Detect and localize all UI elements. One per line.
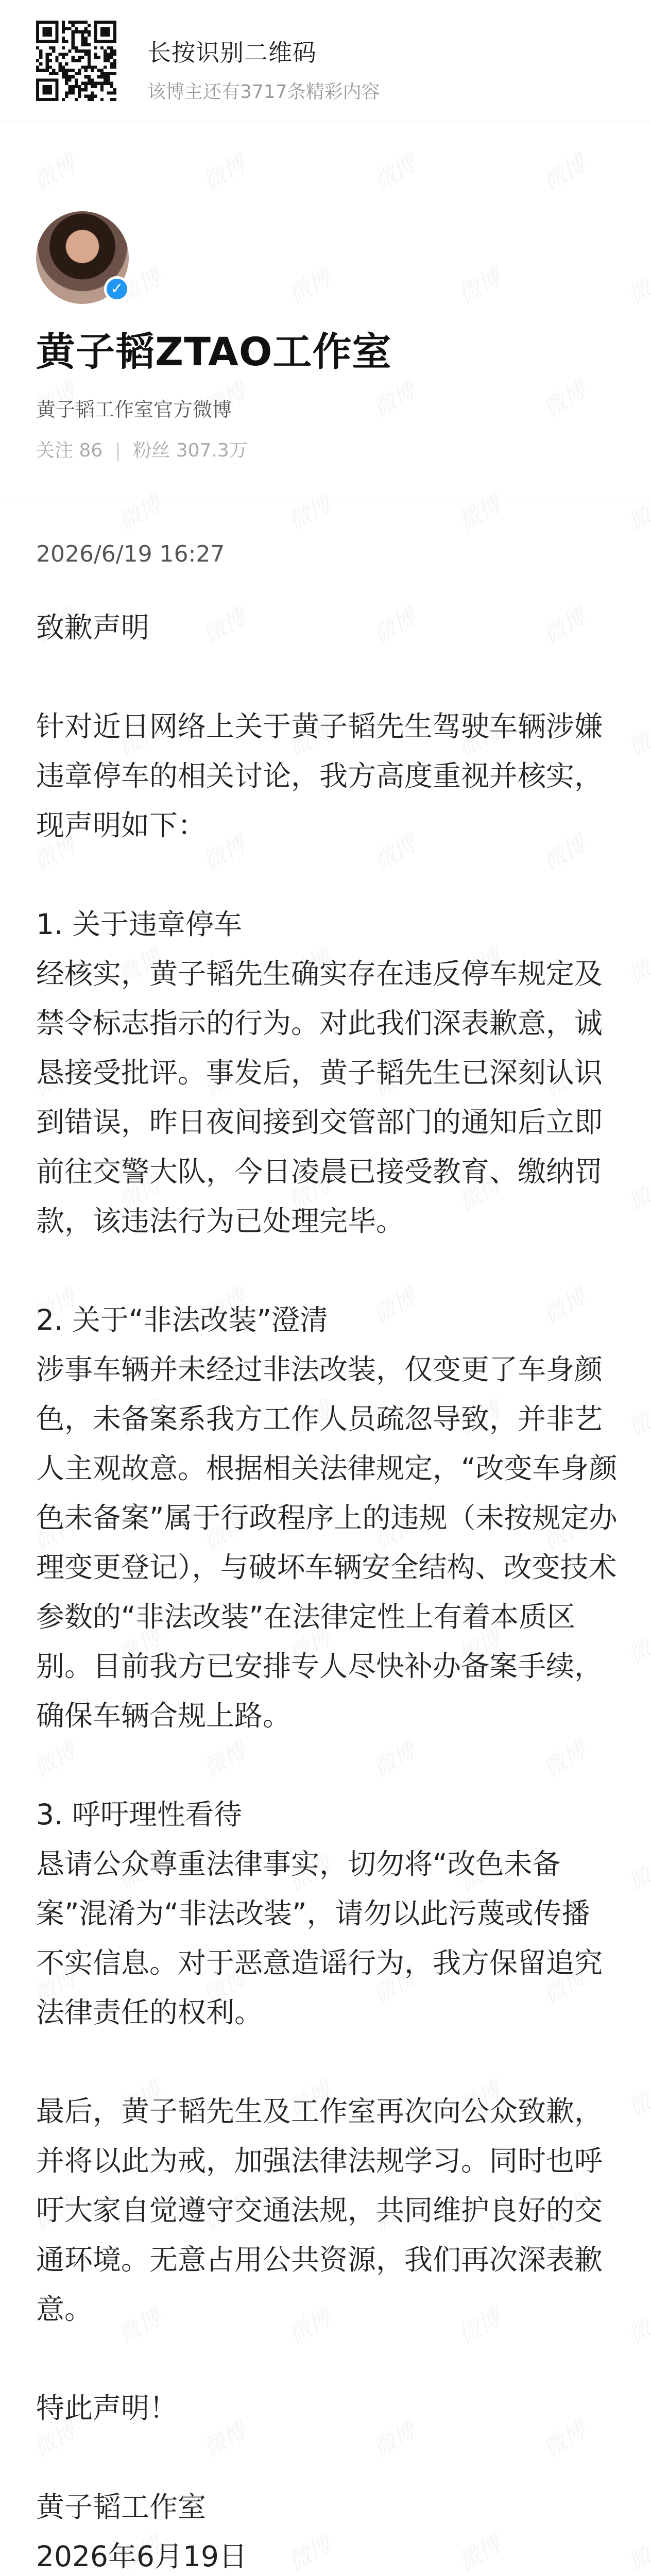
profile-bio: 黄子韬工作室官方微博 xyxy=(36,398,232,421)
post-section-heading: 3. 呼吁理性看待 xyxy=(36,1798,242,1831)
watermark-text xyxy=(26,145,81,196)
post-heading: 致歉声明 xyxy=(36,611,150,644)
watermark-text xyxy=(281,259,336,310)
qr-banner-subtitle: 该博主还有3717条精彩内容 xyxy=(147,81,380,103)
watermark-text xyxy=(621,485,651,536)
watermark-text xyxy=(621,2072,651,2123)
post-section-heading: 1. 关于违章停车 xyxy=(36,908,242,941)
watermark-text xyxy=(621,1392,651,1443)
stats-separator: | xyxy=(114,440,121,461)
profile-name[interactable]: 黄子韬ZTAO工作室 xyxy=(36,329,392,375)
qr-banner-title: 长按识别二维码 xyxy=(147,39,317,66)
verified-badge-icon: ✓ xyxy=(104,276,130,302)
watermark-text xyxy=(621,939,651,990)
watermark-text xyxy=(281,485,336,536)
post-date: 2026/6/19 16:27 xyxy=(36,541,225,567)
watermark-text xyxy=(451,485,506,536)
watermark-text xyxy=(366,372,421,423)
watermark-text xyxy=(621,712,651,763)
post-paragraph: 涉事车辆并未经过非法改装，仅变更了车身颜色，未备案系我方工作人员疏忽导致，并非艺人主观故意。根据相关法律规定，“改变车身颜色未备案”属于行政程序上的违规（未按规定办理变更登记），与破坏车辆安全结构、改变技术参数的“非法改装”在法律定性上有着本质区别。目前我方已安排专人尽快补办备案手续，确保车辆合规上路。 xyxy=(36,1353,618,1732)
watermark-text xyxy=(621,1845,651,1896)
qr-code-icon[interactable] xyxy=(36,21,116,101)
watermark-text xyxy=(196,145,251,196)
post-paragraph: 经核实，黄子韬先生确实存在违反停车规定及禁令标志指示的行为。对此我们深表歉意，诚恳接受批评。事发后，黄子韬先生已深刻认识到错误，昨日夜间接到交管部门的通知后立即前往交警大队，今日凌晨已接受教育、缴纳罚款，该违法行为已处理完毕。 xyxy=(36,957,603,1238)
following-count[interactable]: 关注 86 xyxy=(36,440,103,461)
watermark-text xyxy=(621,2526,651,2576)
watermark-text xyxy=(366,145,421,196)
watermark-text xyxy=(621,2299,651,2350)
post-body xyxy=(36,603,618,2576)
post-paragraph: 针对近日网络上关于黄子韬先生驾驶车辆涉嫌违章停车的相关讨论，我方高度重视并核实，现声明如下： xyxy=(36,710,603,842)
watermark-text xyxy=(111,485,166,536)
post-paragraph: 特此声明！ xyxy=(36,2392,178,2425)
post-signature-date: 2026年6月19日 xyxy=(36,2540,247,2573)
watermark-text xyxy=(451,259,506,310)
watermark-text xyxy=(621,1165,651,1216)
profile-stats xyxy=(36,436,248,462)
post-paragraph: 恳请公众尊重法律事实，切勿将“改色未备案”混淆为“非法改装”，请勿以此污蔑或传播不实信息。对于恶意造谣行为，我方保留追究法律责任的权利。 xyxy=(36,1848,603,2029)
avatar[interactable] xyxy=(36,211,129,304)
watermark-text xyxy=(536,145,591,196)
watermark-text xyxy=(621,259,651,310)
qr-banner-top[interactable] xyxy=(0,0,651,122)
watermark-text xyxy=(536,372,591,423)
followers-count[interactable]: 粉丝 307.3万 xyxy=(133,440,248,461)
post-signature: 黄子韬工作室 xyxy=(36,2490,207,2523)
watermark-text xyxy=(621,1619,651,1670)
post-section-heading: 2. 关于“非法改装”澄清 xyxy=(36,1303,328,1336)
post-paragraph: 最后，黄子韬先生及工作室再次向公众致歉，并将以此为戒，加强法律法规学习。同时也呼吁大家自觉遵守交通法规，共同维护良好的交通环境。无意占用公共资源，我们再次深表歉意。 xyxy=(36,2095,603,2326)
